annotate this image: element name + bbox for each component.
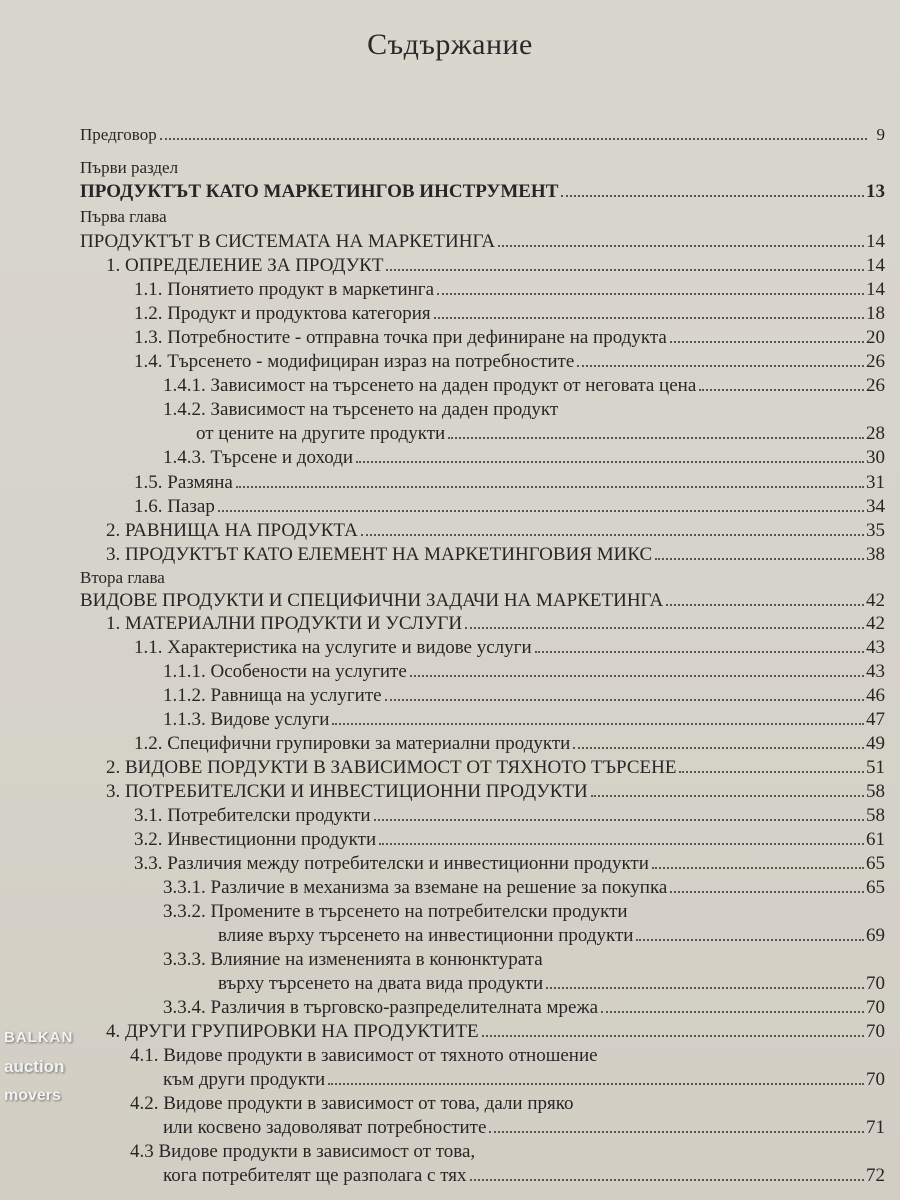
toc-entry-page: 38 bbox=[866, 544, 885, 565]
watermark-movers: movers bbox=[4, 1087, 61, 1104]
toc-entry-title: 2. ВИДОВЕ ПОРДУКТИ В ЗАВИСИМОСТ ОТ ТЯХНОТО ТЪРСЕНЕ bbox=[106, 757, 677, 778]
toc-entry-title: Втора глава bbox=[80, 568, 165, 587]
toc-entry-page: 49 bbox=[866, 733, 885, 754]
toc-entry bbox=[130, 1140, 885, 1162]
toc-entry-title: влияе върху търсенето на инвестиционни продукти bbox=[218, 925, 634, 946]
toc-entry-page: 61 bbox=[866, 829, 885, 850]
dot-leader bbox=[385, 698, 864, 701]
toc-entry bbox=[130, 1044, 885, 1066]
watermark-auction: auction bbox=[4, 1057, 65, 1076]
toc-entry bbox=[163, 446, 885, 468]
toc-entry-page: 14 bbox=[866, 279, 885, 300]
toc-entry-page: 58 bbox=[866, 805, 885, 826]
dot-leader bbox=[591, 794, 864, 797]
toc-entry-title: 2. РАВНИЩА НА ПРОДУКТА bbox=[106, 520, 358, 541]
toc-entry-title: 3.2. Инвестиционни продукти bbox=[134, 829, 377, 850]
toc-entry bbox=[134, 471, 885, 493]
toc-entry-title: 3.3.1. Различие в механизма за вземане на решение за покупка bbox=[163, 877, 668, 898]
toc-entry bbox=[134, 278, 885, 300]
toc-entry-title: 1.2. Продукт и продуктова категория bbox=[134, 303, 431, 324]
toc-entry bbox=[134, 636, 885, 658]
toc-entry-title: Предговор bbox=[80, 125, 157, 144]
toc-entry-page: 14 bbox=[866, 255, 885, 276]
dot-leader bbox=[437, 292, 864, 295]
toc-entry-title: ПРОДУКТЪТ В СИСТЕМАТА НА МАРКЕТИНГА bbox=[80, 231, 496, 252]
toc-entry-page: 18 bbox=[866, 303, 885, 324]
dot-leader bbox=[361, 533, 864, 536]
toc-entry-title: върху търсенето на двата вида продукти bbox=[218, 973, 544, 994]
dot-leader bbox=[465, 626, 864, 629]
dot-leader bbox=[666, 603, 864, 606]
toc-entry-page: 26 bbox=[866, 351, 885, 372]
dot-leader bbox=[448, 436, 864, 439]
toc-entry bbox=[196, 422, 885, 444]
dot-leader bbox=[498, 244, 864, 247]
dot-leader bbox=[652, 866, 864, 869]
toc-entry-page: 70 bbox=[866, 973, 885, 994]
toc-entry-title: 1.4.3. Търсене и доходи bbox=[163, 447, 354, 468]
toc-entry-page: 42 bbox=[866, 590, 885, 611]
toc-entry-title: Първа глава bbox=[80, 207, 167, 226]
toc-entry bbox=[80, 205, 885, 227]
toc-entry bbox=[218, 972, 885, 994]
dot-leader bbox=[601, 1010, 864, 1013]
toc-entry bbox=[134, 302, 885, 324]
toc-entry bbox=[163, 398, 885, 420]
dot-leader bbox=[577, 364, 864, 367]
toc-entry-title: 1.4.2. Зависимост на търсенето на даден продукт bbox=[163, 399, 559, 420]
toc-entry-page: 31 bbox=[866, 472, 885, 493]
toc-entry-page: 43 bbox=[866, 637, 885, 658]
toc-entry-page: 13 bbox=[866, 181, 885, 202]
toc-entry-title: 1.1.3. Видове услуги bbox=[163, 709, 330, 730]
toc-entry bbox=[106, 254, 885, 276]
toc-entry-title: 4.3 Видове продукти в зависимост от това, bbox=[130, 1141, 476, 1162]
toc-entry-page: 47 bbox=[866, 709, 885, 730]
toc-entry-page: 30 bbox=[866, 447, 885, 468]
dot-leader bbox=[535, 650, 864, 653]
toc-entry-page: 65 bbox=[866, 877, 885, 898]
toc-entry-title: 1.5. Размяна bbox=[134, 472, 233, 493]
toc-entry-title: 1.4. Търсенето - модифициран израз на потребностите bbox=[134, 351, 575, 372]
toc-entry-title: 1.1.1. Особености на услугите bbox=[163, 661, 407, 682]
toc-entry-page: 46 bbox=[866, 685, 885, 706]
dot-leader bbox=[670, 890, 864, 893]
toc-entry-title: 4.2. Видове продукти в зависимост от това, дали пряко bbox=[130, 1093, 574, 1114]
toc-entry bbox=[163, 1164, 885, 1186]
dot-leader bbox=[434, 316, 864, 319]
toc-entry-title: към други продукти bbox=[163, 1069, 326, 1090]
toc-entry-title: 3. ПОТРЕБИТЕЛСКИ И ИНВЕСТИЦИОННИ ПРОДУКТИ bbox=[106, 781, 588, 802]
toc-entry bbox=[134, 732, 885, 754]
toc-entry bbox=[106, 756, 885, 778]
dot-leader bbox=[332, 722, 864, 725]
toc-entry-page: 9 bbox=[876, 125, 885, 144]
toc-entry-title: 1.6. Пазар bbox=[134, 496, 215, 517]
toc-entry-page: 70 bbox=[866, 1021, 885, 1042]
dot-leader bbox=[470, 1178, 864, 1181]
toc-entry-page: 69 bbox=[866, 925, 885, 946]
toc-entry-title: 4. ДРУГИ ГРУПИРОВКИ НА ПРОДУКТИТЕ bbox=[106, 1021, 479, 1042]
toc-entry-page: 20 bbox=[866, 327, 885, 348]
dot-leader bbox=[636, 938, 864, 941]
toc-entry bbox=[106, 543, 885, 565]
dot-leader bbox=[573, 746, 864, 749]
toc-entry-page: 51 bbox=[866, 757, 885, 778]
dot-leader bbox=[670, 340, 864, 343]
dot-leader bbox=[374, 818, 864, 821]
toc-entry-title: 1.1. Понятието продукт в маркетинга bbox=[134, 279, 435, 300]
toc-entry bbox=[80, 180, 885, 202]
toc-entry-page: 34 bbox=[866, 496, 885, 517]
toc-entry-title: кога потребителят ще разполага с тях bbox=[163, 1165, 467, 1186]
toc-entry bbox=[163, 708, 885, 730]
toc-entry-page: 28 bbox=[866, 423, 885, 444]
dot-leader bbox=[356, 460, 864, 463]
toc-entry bbox=[163, 948, 885, 970]
dot-leader bbox=[699, 388, 864, 391]
toc-entry bbox=[106, 780, 885, 802]
toc-entry bbox=[134, 804, 885, 826]
toc-entry-title: 3.3.2. Промените в търсенето на потребителски продукти bbox=[163, 901, 628, 922]
toc-entry-title: 3.3.4. Различия в търговско-разпределителната мрежа bbox=[163, 997, 599, 1018]
toc-entry-page: 35 bbox=[866, 520, 885, 541]
toc-entry-title: 3.1. Потребителски продукти bbox=[134, 805, 371, 826]
toc-entry-title: 3.3. Различия между потребителски и инвестиционни продукти bbox=[134, 853, 649, 874]
toc-entry-page: 43 bbox=[866, 661, 885, 682]
toc-entry-title: от цените на другите продукти bbox=[196, 423, 446, 444]
dot-leader bbox=[410, 674, 864, 677]
dot-leader bbox=[679, 770, 864, 773]
watermark-balkan: BALKAN bbox=[4, 1029, 74, 1046]
toc-entry bbox=[163, 876, 885, 898]
toc-entry bbox=[80, 123, 885, 145]
toc-entry bbox=[163, 1068, 885, 1090]
toc-entry-page: 14 bbox=[866, 231, 885, 252]
toc-entry bbox=[80, 589, 885, 611]
toc-entry-title: 1.1.2. Равнища на услугите bbox=[163, 685, 382, 706]
toc-entry-page: 58 bbox=[866, 781, 885, 802]
toc-entry-title: 1.3. Потребностите - отправна точка при дефиниране на продукта bbox=[134, 327, 667, 348]
toc-entry bbox=[80, 566, 885, 588]
toc-entry bbox=[106, 1020, 885, 1042]
page-title: Съдържание bbox=[367, 28, 533, 61]
toc-entry bbox=[106, 519, 885, 541]
dot-leader bbox=[482, 1034, 864, 1037]
toc-entry bbox=[106, 612, 885, 634]
toc-entry-title: 3. ПРОДУКТЪТ КАТО ЕЛЕМЕНТ НА МАРКЕТИНГОВИЯ МИКС bbox=[106, 544, 653, 565]
toc-entry-page: 72 bbox=[866, 1165, 885, 1186]
toc-entry-page: 70 bbox=[866, 1069, 885, 1090]
toc-entry-title: 4.1. Видове продукти в зависимост от тяхното отношение bbox=[130, 1045, 598, 1066]
dot-leader bbox=[489, 1130, 864, 1133]
dot-leader bbox=[546, 986, 864, 989]
dot-leader bbox=[236, 485, 864, 488]
dot-leader bbox=[655, 557, 864, 560]
toc-entry-page: 42 bbox=[866, 613, 885, 634]
toc-entry-page: 70 bbox=[866, 997, 885, 1018]
toc-entry bbox=[134, 828, 885, 850]
toc-entry bbox=[163, 900, 885, 922]
toc-entry bbox=[163, 996, 885, 1018]
toc-entry-title: или косвено задоволяват потребностите bbox=[163, 1117, 487, 1138]
toc-entry-title: 1.4.1. Зависимост на търсенето на даден продукт от неговата цена bbox=[163, 375, 697, 396]
toc-entry-page: 26 bbox=[866, 375, 885, 396]
dot-leader bbox=[218, 509, 864, 512]
toc-entry-title: 1.1. Характеристика на услугите и видове услуги bbox=[134, 637, 532, 658]
toc-entry bbox=[163, 684, 885, 706]
toc-entry-title: Първи раздел bbox=[80, 158, 179, 177]
toc-entry bbox=[80, 230, 885, 252]
dot-leader bbox=[379, 842, 864, 845]
toc-entry bbox=[134, 350, 885, 372]
toc-entry bbox=[218, 924, 885, 946]
toc-entry-title: ПРОДУКТЪТ КАТО МАРКЕТИНГОВ ИНСТРУМЕНТ bbox=[80, 181, 559, 202]
toc-entry-page: 65 bbox=[866, 853, 885, 874]
toc-entry bbox=[163, 1116, 885, 1138]
dot-leader bbox=[328, 1082, 864, 1085]
toc-entry bbox=[163, 374, 885, 396]
toc-entry-title: 1. МАТЕРИАЛНИ ПРОДУКТИ И УСЛУГИ bbox=[106, 613, 463, 634]
toc-entry-title: 3.3.3. Влияние на измененията в конюнктурата bbox=[163, 949, 543, 970]
dot-leader bbox=[160, 137, 867, 140]
toc-entry bbox=[163, 660, 885, 682]
toc-entry-page: 71 bbox=[866, 1117, 885, 1138]
toc-entry-title: 1.2. Специфични групировки за материални продукти bbox=[134, 733, 571, 754]
dot-leader bbox=[386, 268, 864, 271]
toc-entry-title: 1. ОПРЕДЕЛЕНИЕ ЗА ПРОДУКТ bbox=[106, 255, 384, 276]
toc-entry bbox=[134, 326, 885, 348]
toc-entry bbox=[130, 1092, 885, 1114]
toc-entry bbox=[134, 495, 885, 517]
toc-entry bbox=[80, 156, 885, 178]
toc-entry bbox=[134, 852, 885, 874]
toc-entry-title: ВИДОВЕ ПРОДУКТИ И СПЕЦИФИЧНИ ЗАДАЧИ НА МАРКЕТИНГА bbox=[80, 590, 664, 611]
dot-leader bbox=[561, 194, 864, 197]
